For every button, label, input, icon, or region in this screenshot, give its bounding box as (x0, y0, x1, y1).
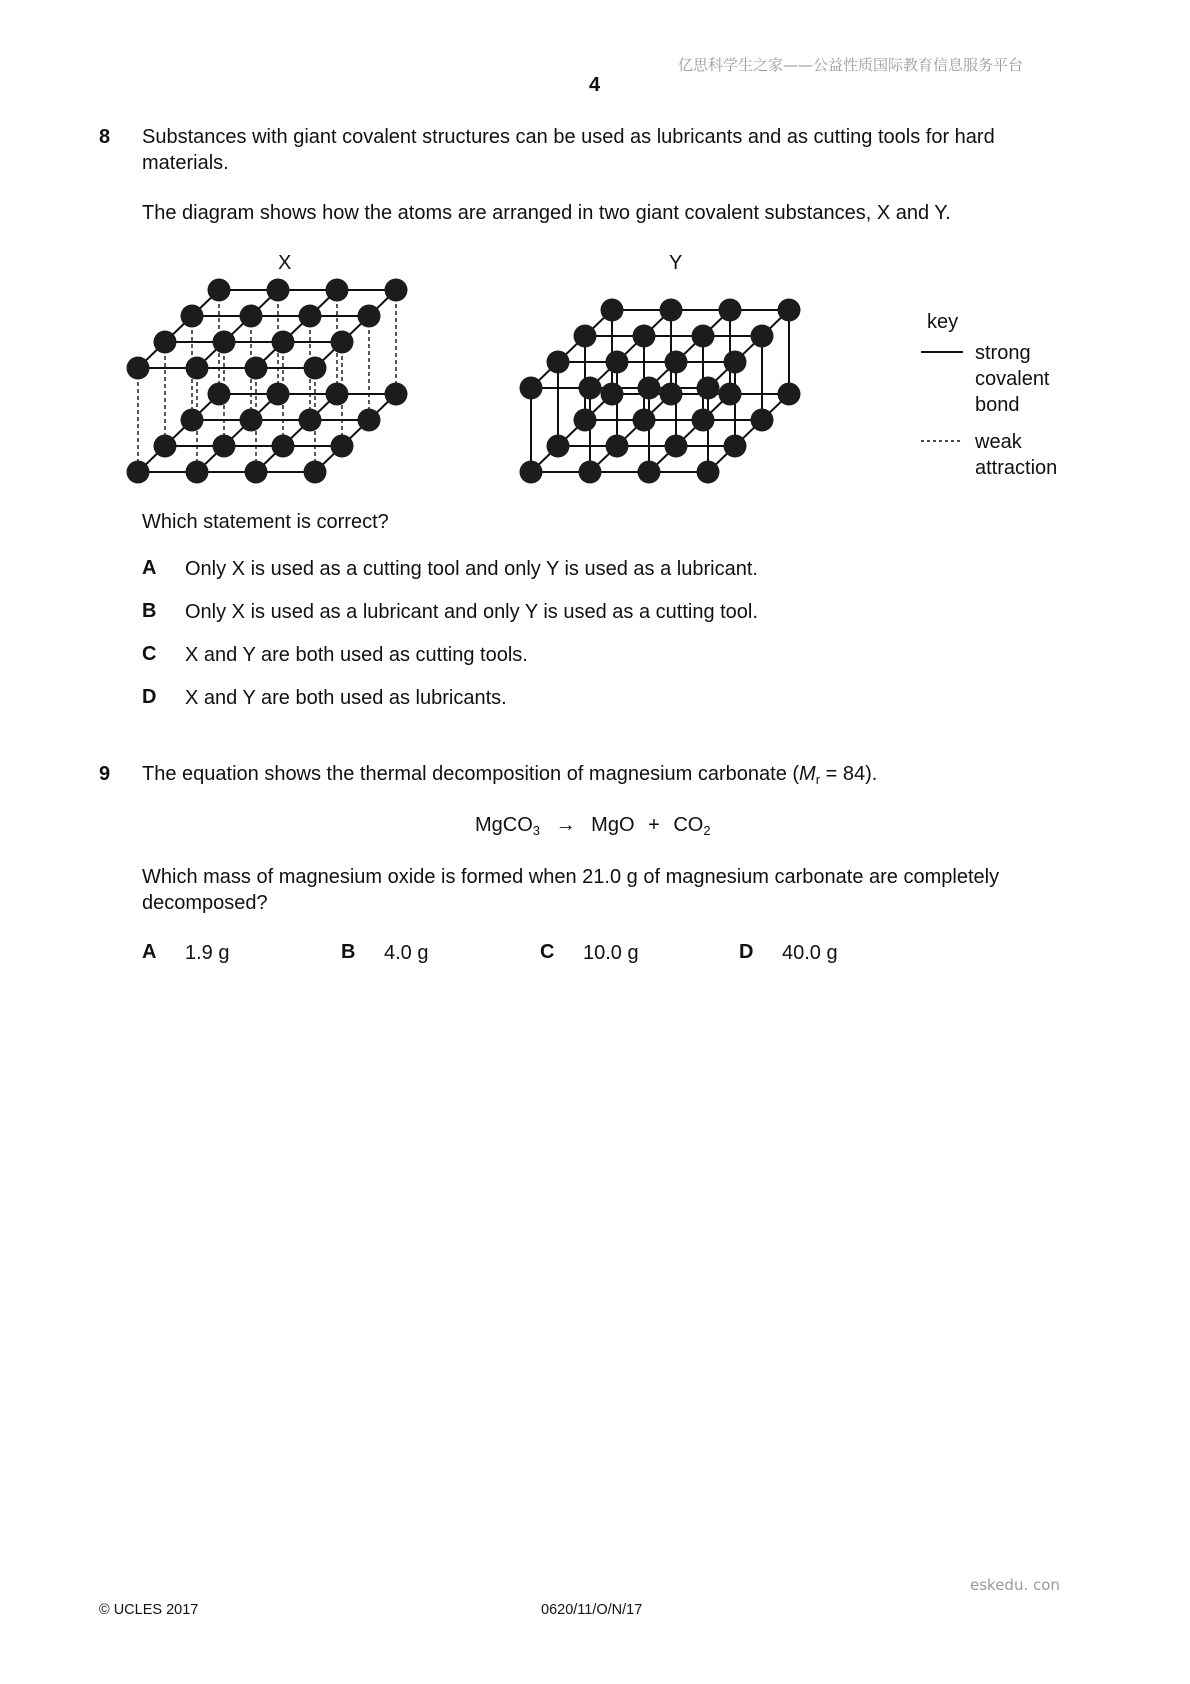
atom (633, 325, 656, 348)
atom (299, 409, 322, 432)
atom (331, 435, 354, 458)
atom (665, 351, 688, 374)
option-a-letter: A (142, 557, 157, 579)
atom (601, 383, 624, 406)
covalent-bond (531, 310, 612, 388)
covalent-bond (315, 394, 396, 472)
q9-option-c-letter: C (540, 941, 555, 963)
atom (385, 383, 408, 406)
question-8-prompt: Which statement is correct? (142, 511, 389, 533)
atom (574, 325, 597, 348)
footer-copyright: © UCLES 2017 (99, 1602, 199, 1618)
q9-option-a-text: 1.9 g (185, 942, 230, 964)
atom (213, 331, 236, 354)
atom (186, 357, 209, 380)
question-9-intro: The equation shows the thermal decomposition of magnesium carbonate $(M_r = 84)$. (142, 763, 878, 787)
covalent-bond (256, 394, 337, 472)
key-weak-line1: weak (975, 431, 1022, 453)
atom (719, 299, 742, 322)
question-9-prompt-line2: decomposed? (142, 892, 268, 914)
option-c-text: X and Y are both used as cutting tools. (185, 644, 528, 666)
covalent-bond (138, 394, 219, 472)
atom (186, 461, 209, 484)
atom (638, 377, 661, 400)
atom (358, 409, 381, 432)
atom (547, 435, 570, 458)
key-weak-line2: attraction (975, 457, 1058, 479)
covalent-bond (708, 310, 789, 388)
atom (272, 331, 295, 354)
key-title: key (927, 311, 959, 333)
covalent-bond (197, 394, 278, 472)
covalent-bond (138, 290, 219, 368)
page-number: 4 (589, 74, 601, 96)
atom (719, 383, 742, 406)
atom (127, 357, 150, 380)
footer-paper-code: 0620/11/O/N/17 (541, 1602, 643, 1618)
atom (665, 435, 688, 458)
structure-x (127, 279, 408, 484)
atom (692, 409, 715, 432)
atom (358, 305, 381, 328)
atom (751, 325, 774, 348)
atom (267, 383, 290, 406)
question-8-number: 8 (99, 126, 111, 148)
atom (778, 299, 801, 322)
covalent-bond (649, 394, 730, 472)
atom (633, 409, 656, 432)
q9-option-b-letter: B (341, 941, 356, 963)
structure-y (520, 299, 801, 484)
atom (751, 409, 774, 432)
atom (272, 435, 295, 458)
atom (154, 435, 177, 458)
covalent-bond (315, 290, 396, 368)
atom (778, 383, 801, 406)
covalent-bond (256, 290, 337, 368)
atom (606, 435, 629, 458)
option-d-letter: D (142, 686, 157, 708)
covalent-bond (197, 290, 278, 368)
q9-option-d-text: 40.0 g (782, 942, 838, 964)
question-8-diagram-text: The diagram shows how the atoms are arranged in two giant covalent substances, X and Y. (142, 202, 951, 224)
atom (697, 377, 720, 400)
atom (304, 357, 327, 380)
question-9-prompt-line1: Which mass of magnesium oxide is formed when 21.0 g of magnesium carbonate are completely (142, 866, 1000, 888)
covalent-bond (590, 310, 671, 388)
atom (267, 279, 290, 302)
atom (638, 461, 661, 484)
atom (520, 377, 543, 400)
q9-option-b-text: 4.0 g (384, 942, 429, 964)
question-8-intro-line2: materials. (142, 152, 229, 174)
atom (660, 299, 683, 322)
covalent-bond (708, 394, 789, 472)
atom (724, 351, 747, 374)
covalent-bond (649, 310, 730, 388)
atom (154, 331, 177, 354)
key-strong-line1: strong (975, 342, 1031, 364)
option-d-text: X and Y are both used as lubricants. (185, 687, 507, 709)
atom (606, 351, 629, 374)
watermark-header: 亿思科学生之家——公益性质国际教育信息服务平台 (678, 56, 1024, 74)
atom (181, 305, 204, 328)
atom (660, 383, 683, 406)
atom (208, 383, 231, 406)
atom (724, 435, 747, 458)
watermark-footer: eskedu. con (970, 1576, 1060, 1594)
atom (574, 409, 597, 432)
key-strong-line2: covalent (975, 368, 1050, 390)
atom (331, 331, 354, 354)
atom (385, 279, 408, 302)
covalent-bond (590, 394, 671, 472)
q9-option-a-letter: A (142, 941, 157, 963)
atom (547, 351, 570, 374)
diagram-label-y: Y (669, 252, 683, 274)
atom (601, 299, 624, 322)
question-8-intro-line1: Substances with giant covalent structures can be used as lubricants and as cutting tools for hard (142, 126, 995, 148)
atom (245, 461, 268, 484)
atom (697, 461, 720, 484)
option-b-letter: B (142, 600, 157, 622)
atom (127, 461, 150, 484)
option-a-text: Only X is used as a cutting tool and only Y is used as a lubricant. (185, 558, 758, 580)
atom (240, 409, 263, 432)
atom (299, 305, 322, 328)
question-9-number: 9 (99, 763, 111, 785)
atom (213, 435, 236, 458)
atom (304, 461, 327, 484)
atom (326, 279, 349, 302)
q9-option-c-text: 10.0 g (583, 942, 639, 964)
covalent-bond (531, 394, 612, 472)
atom (245, 357, 268, 380)
atom (692, 325, 715, 348)
atom (181, 409, 204, 432)
key-strong-line3: bond (975, 394, 1020, 416)
atom (579, 377, 602, 400)
diagram-label-x: X (278, 252, 292, 274)
atom (208, 279, 231, 302)
atom (579, 461, 602, 484)
atom (520, 461, 543, 484)
decomposition-equation: MgCO$_3$ → MgO + $CO_2$ (475, 814, 711, 838)
option-b-text: Only X is used as a lubricant and only Y is used as a cutting tool. (185, 601, 758, 623)
q9-option-d-letter: D (739, 941, 754, 963)
atom (326, 383, 349, 406)
atom (240, 305, 263, 328)
option-c-letter: C (142, 643, 157, 665)
